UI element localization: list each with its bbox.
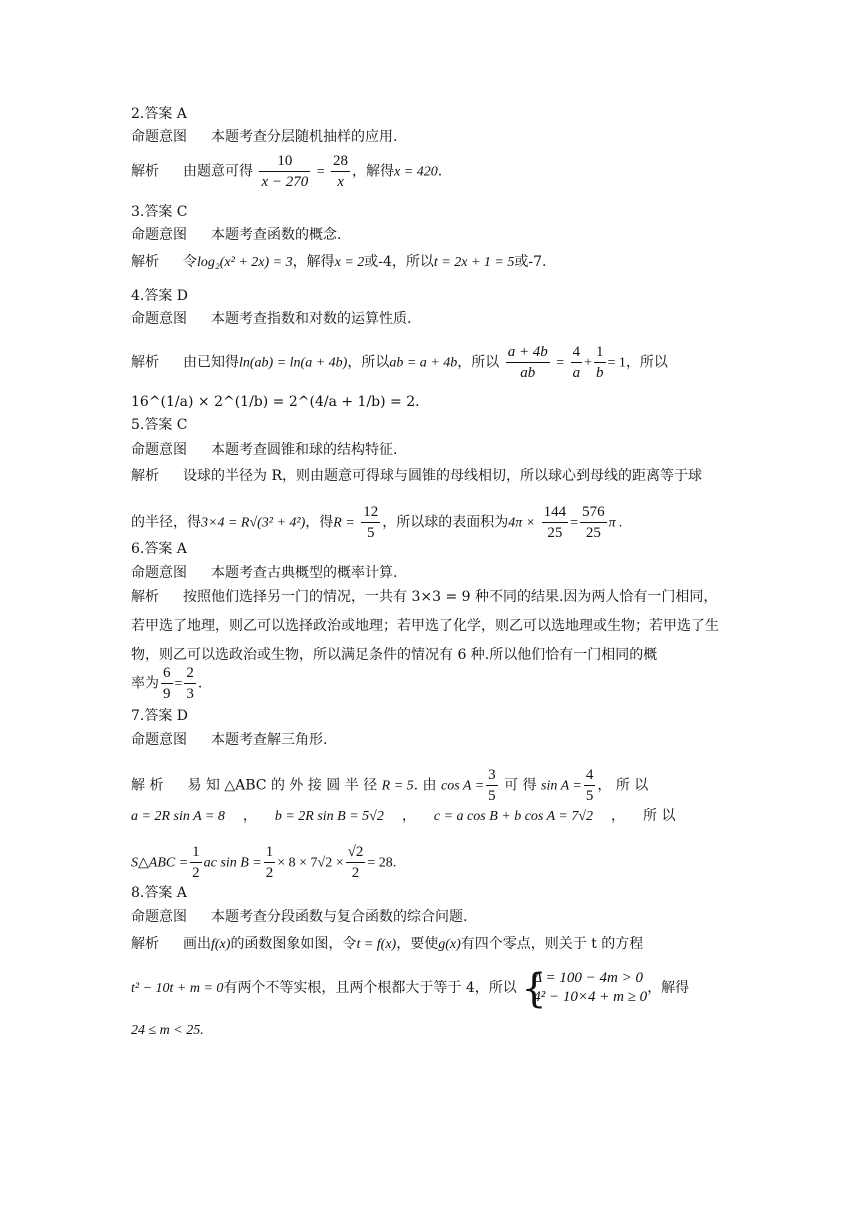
q5-analysis-line2	[131, 502, 731, 543]
q7-tail: = 28.	[367, 855, 397, 871]
q7-line2d: 所 以	[643, 808, 676, 824]
q4-analysis	[131, 342, 731, 383]
q3-analysis-label: 解析	[131, 254, 159, 270]
q7-intent-line	[131, 730, 731, 750]
q5-intent: 本题考查圆锥和球的结构特征.	[211, 442, 398, 458]
q4-expr1: ln(ab) = ln(a + 4b)	[239, 355, 348, 371]
q7-comma-3: ，	[611, 808, 626, 824]
q8-intent-label: 命题意图	[131, 909, 187, 925]
q8-expr4: t² − 10t + m = 0	[131, 981, 224, 996]
q6-answer: 6.答案 A	[131, 541, 187, 557]
q8-intent: 本题考查分段函数与复合函数的综合问题.	[211, 909, 468, 925]
q6-analysis-label: 解析	[131, 589, 159, 605]
q8-intent-line	[131, 907, 731, 927]
q7-text1: 易 知 △ABC 的 外 接 圆 半 径	[187, 777, 378, 794]
q7-analysis-line3	[131, 842, 731, 883]
q7-fraction-2: $\frac{4}{5}$	[585, 767, 594, 804]
q4-expr2: ab = a + 4b	[389, 355, 458, 371]
q6-intent-label: 命题意图	[131, 565, 187, 581]
q8-analysis-line1	[131, 934, 731, 955]
q3-expr1: log₂(x² + 2x) = 3	[197, 255, 293, 270]
q7-c: c = a cos B + b cos A = 7√2	[433, 809, 594, 824]
q3-text3: 或-4，所以	[364, 254, 434, 270]
q7-analysis-line2	[131, 806, 731, 827]
q2-intent-label: 命题意图	[131, 129, 187, 145]
q5-text1: 的半径，得	[131, 514, 201, 531]
q4-text2: ，所以	[347, 354, 390, 371]
q8-result	[131, 1020, 731, 1041]
q6-para: 按照他们选择另一门的情况，一共有 3×3 = 9 种不同的结果.因为两人恰有一门相同，若甲选了地理，则乙可以选择政治或地理；若甲选了化学，则乙可以选地理或生物；若甲选了生物，则乙可以选政治或生物，所以满足条件的情况有 6 种.所以他们恰有一门相同的概	[131, 589, 719, 663]
q4-line2: 16^(1/a) × 2^(1/b) = 2^(4/a + 1/b) = 2.	[131, 394, 420, 410]
q2-text2: ，解得	[352, 163, 395, 180]
q5-fraction-1: $\frac{12}{5}$	[363, 504, 379, 541]
q8-analysis-label: 解析	[131, 936, 159, 952]
q4-intent-line	[131, 309, 731, 329]
q8-expr1: f(x)	[211, 937, 231, 952]
q7-fraction-4: $\frac{1}{2}$	[265, 844, 274, 881]
q8-text4: 有四个零点，则关于 t 的方程	[460, 936, 644, 952]
q7-answer: 7.答案 D	[131, 708, 189, 724]
q5-text2: ，得	[305, 514, 334, 531]
q7-expr2: cos A =	[441, 778, 485, 794]
q7-mid: ac sin B =	[203, 855, 262, 871]
q8-sys-row-1: Δ = 100 − 4m > 0	[533, 970, 643, 986]
q5-analysis-label: 解析	[131, 468, 159, 484]
q2-end: .	[437, 163, 443, 180]
q6-analysis	[131, 583, 731, 670]
q3-intent: 本题考查函数的概念.	[211, 227, 342, 243]
q5-expr1: 3×4 = R√(3² + 4²)	[201, 515, 306, 531]
q2-intent-line	[131, 127, 731, 147]
q5-expr3: 4π ×	[508, 515, 536, 531]
q7-a: a = 2R sin A = 8	[131, 809, 225, 824]
q7-fraction-3: $\frac{1}{2}$	[192, 844, 200, 881]
q8-answer: 8.答案 A	[131, 885, 187, 901]
q4-text1: 由已知得	[183, 354, 239, 371]
q5-intent-line	[131, 440, 731, 460]
q6-result-line	[131, 663, 731, 704]
q8-text2: 的函数图象如图，令	[230, 936, 357, 952]
q5-equals: =	[570, 515, 579, 531]
q3-expr2: x = 2	[334, 255, 365, 270]
q5-line1: 设球的半径为 R，则由题意可得球与圆锥的母线相切，所以球心到母线的距离等于球	[183, 468, 702, 484]
q4-intent-label: 命题意图	[131, 311, 187, 327]
q5-expr4: π .	[608, 515, 623, 531]
q8-expr3: g(x)	[438, 937, 461, 952]
q5-text3: ，所以球的表面积为	[382, 514, 509, 531]
q2-analysis	[131, 151, 731, 192]
q3-text2: ，解得	[292, 254, 335, 270]
q3-analysis	[131, 252, 731, 273]
q8-inequality-system	[521, 966, 648, 1012]
q2-equals: =	[316, 164, 325, 180]
q2-text1: 由题意可得	[183, 163, 253, 180]
q4-equals: =	[556, 355, 565, 371]
q7-comma-1: ，	[242, 808, 257, 824]
q4-answer: 4.答案 D	[131, 288, 189, 304]
q4-plus: +	[584, 355, 593, 371]
q8-text3: ，要使	[396, 936, 439, 952]
q6-fraction-1: $\frac{6}{9}$	[163, 665, 171, 702]
q8-expr2: t = f(x)	[356, 937, 397, 952]
q3-intent-label: 命题意图	[131, 227, 187, 243]
q4-intent: 本题考查指数和对数的运算性质.	[211, 311, 412, 327]
q4-fraction-3: $\frac{1}{b}$	[596, 344, 604, 381]
q5-intent-label: 命题意图	[131, 442, 187, 458]
q5-analysis-line1	[131, 466, 731, 486]
q4-tail: = 1	[607, 355, 626, 371]
q6-fraction-2: $\frac{2}{3}$	[186, 665, 194, 702]
q7-analysis-label: 解 析	[131, 777, 164, 794]
q3-expr3: t = 2x + 1 = 5	[433, 255, 515, 270]
q7-s-label: S△ABC =	[131, 855, 189, 871]
q8-result-text: 24 ≤ m < 25.	[131, 1023, 204, 1038]
q5-answer: 5.答案 C	[131, 417, 188, 433]
q7-fraction-5: $\frac{√2}{2}$	[347, 844, 364, 881]
q7-b: b = 2R sin B = 5√2	[274, 809, 384, 824]
q3-text4: 或-7.	[514, 254, 547, 270]
q2-result: x = 420	[394, 164, 438, 180]
left-brace-icon: {	[521, 966, 547, 1012]
q7-intent: 本题考查解三角形.	[211, 732, 328, 748]
q5-expr2: R =	[333, 515, 355, 531]
q4-text3: ，所以	[457, 354, 500, 371]
q7-fraction-1: $\frac{3}{5}$	[488, 767, 496, 804]
q2-fraction-2: $\frac{28}{x}$	[333, 153, 349, 190]
q5-fraction-2: $\frac{144}{25}$	[543, 504, 567, 541]
q7-text4: ， 所 以	[597, 777, 649, 794]
q8-text1: 画出	[183, 936, 211, 952]
q3-answer: 3.答案 C	[131, 204, 188, 220]
q7-comma-2: ，	[401, 808, 416, 824]
q7-analysis-line1	[131, 765, 731, 806]
q6-end: .	[197, 675, 203, 692]
q3-intent-line	[131, 225, 731, 245]
q8-sys-row-2: 4² − 10×4 + m ≥ 0	[533, 989, 648, 1005]
q7-mid2: × 8 × 7√2 ×	[277, 855, 344, 871]
q5-fraction-3: $\frac{576}{25}$	[582, 504, 605, 541]
q6-intent-line	[131, 563, 731, 583]
q6-text1: 率为	[131, 675, 159, 692]
q8-text6: ，解得	[647, 980, 690, 996]
q2-answer: 2.答案 A	[131, 106, 187, 122]
q7-expr3: sin A =	[541, 778, 582, 794]
q2-intent: 本题考查分层随机抽样的应用.	[211, 129, 398, 145]
q4-analysis-label: 解析	[131, 354, 159, 371]
q8-analysis-line2	[131, 966, 731, 1012]
q4-text4: ，所以	[625, 354, 668, 371]
q3-text1: 令	[183, 254, 197, 270]
q8-text5: 有两个不等实根，且两个根都大于等于 4，所以	[223, 980, 517, 996]
q6-intent: 本题考查古典概型的概率计算.	[211, 565, 398, 581]
q6-equals: =	[174, 676, 183, 692]
q7-intent-label: 命题意图	[131, 732, 187, 748]
q7-text2: . 由	[413, 777, 437, 794]
q4-fraction-2: $\frac{4}{a}$	[572, 344, 581, 381]
q2-analysis-label: 解析	[131, 163, 159, 180]
q2-fraction-1: $\frac{10}{x - 270}$	[261, 153, 309, 190]
q4-fraction-1: $\frac{a + 4b}{ab}$	[507, 344, 548, 381]
q7-expr1: R = 5	[381, 778, 414, 794]
q7-text3: 可 得	[504, 777, 537, 794]
